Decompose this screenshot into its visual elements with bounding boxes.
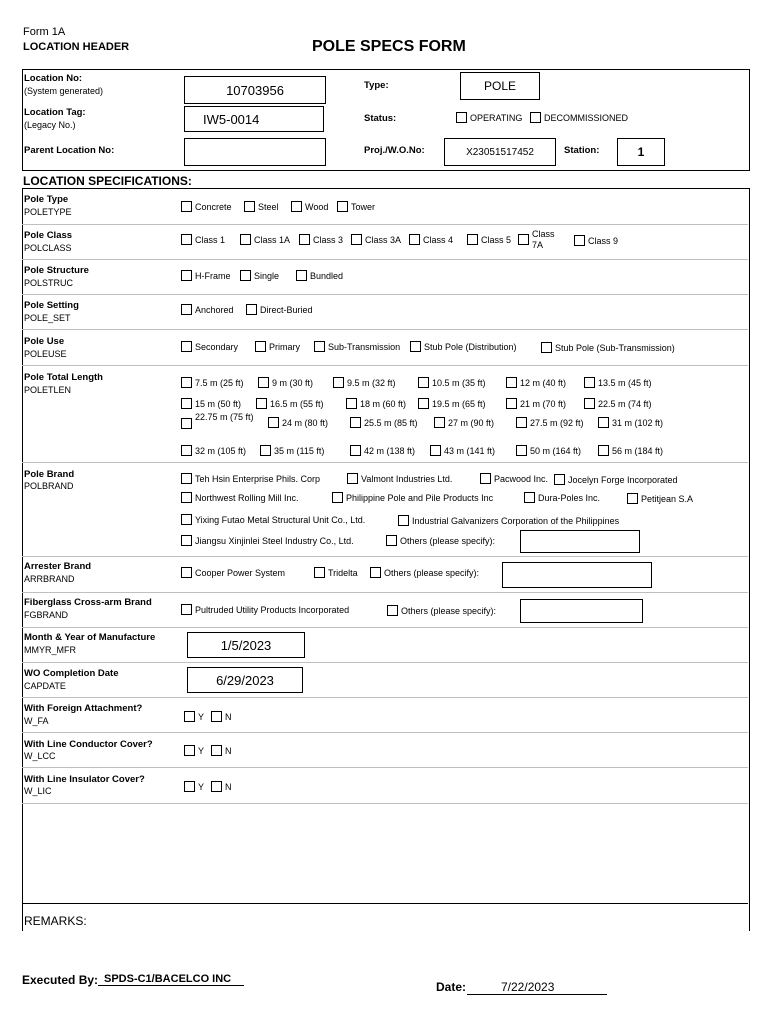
- checkbox-icon: [291, 201, 302, 212]
- pole-type-label: Pole Type: [24, 194, 69, 205]
- pole-class-1[interactable]: Class 1: [181, 234, 225, 245]
- checkbox-icon: [467, 234, 478, 245]
- checkbox-icon: [516, 417, 527, 428]
- pole-setting-label: Pole Setting: [24, 300, 79, 311]
- checkbox-icon: [598, 417, 609, 428]
- checkbox-icon: [181, 418, 192, 429]
- checkbox-icon: [260, 445, 271, 456]
- checkbox-icon: [244, 201, 255, 212]
- form-number: Form 1A: [23, 26, 66, 38]
- checkbox-icon: [584, 398, 595, 409]
- checkbox-icon: [410, 341, 421, 352]
- checkbox-icon: [434, 417, 445, 428]
- pole-use-primary[interactable]: Primary: [255, 341, 300, 352]
- line-insulator-cover-no[interactable]: N: [211, 781, 232, 792]
- foreign-attachment-yes[interactable]: Y: [184, 711, 204, 722]
- checkbox-icon: [418, 398, 429, 409]
- foreign-attachment-label: With Foreign Attachment?: [24, 703, 143, 714]
- pole-brand-jocelyn[interactable]: Jocelyn Forge Incorporated: [554, 474, 678, 485]
- arrester-others-field[interactable]: [502, 562, 652, 588]
- pole-length-option[interactable]: 9.5 m (32 ft): [333, 377, 396, 388]
- pole-brand-valmont[interactable]: Valmont Industries Ltd.: [347, 473, 452, 484]
- fiberglass-brand-label: Fiberglass Cross-arm Brand: [24, 597, 152, 608]
- pole-structure-code: POLSTRUC: [24, 278, 74, 288]
- checkbox-icon: [598, 445, 609, 456]
- arrester-cooper[interactable]: Cooper Power System: [181, 567, 285, 578]
- pole-brand-northwest[interactable]: Northwest Rolling Mill Inc.: [181, 492, 299, 503]
- pole-structure-label: Pole Structure: [24, 265, 89, 276]
- pole-brand-yixing[interactable]: Yixing Futao Metal Structural Unit Co., Ltd.: [181, 514, 365, 525]
- pole-class-9[interactable]: Class 9: [574, 235, 618, 246]
- type-label: Type:: [364, 80, 389, 91]
- pole-class-5[interactable]: Class 5: [467, 234, 511, 245]
- checkbox-icon: [347, 473, 358, 484]
- checkbox-icon: [530, 112, 541, 123]
- pole-setting-direct-buried[interactable]: Direct-Buried: [246, 304, 313, 315]
- pole-length-option[interactable]: 27.5 m (92 ft): [516, 417, 584, 428]
- checkbox-icon: [337, 201, 348, 212]
- pole-brand-code: POLBRAND: [24, 481, 74, 491]
- fiberglass-others[interactable]: Others (please specify):: [387, 605, 496, 616]
- manufacture-date-code: MMYR_MFR: [24, 645, 76, 655]
- checkbox-icon: [211, 711, 222, 722]
- wo-completion-label: WO Completion Date: [24, 668, 119, 679]
- manufacture-date-label: Month & Year of Manufacture: [24, 632, 156, 643]
- parent-location-field[interactable]: [184, 138, 326, 166]
- wo-completion-field[interactable]: 6/29/2023: [187, 667, 303, 693]
- checkbox-icon: [211, 781, 222, 792]
- checkbox-icon: [314, 567, 325, 578]
- pole-type-steel[interactable]: Steel: [244, 201, 279, 212]
- checkbox-icon: [255, 341, 266, 352]
- pole-length-code: POLETLEN: [24, 385, 72, 395]
- checkbox-icon: [314, 341, 325, 352]
- pole-class-code: POLCLASS: [24, 243, 72, 253]
- arrester-brand-code: ARRBRAND: [24, 574, 75, 584]
- line-conductor-cover-label: With Line Conductor Cover?: [24, 739, 153, 750]
- pole-length-option[interactable]: 50 m (164 ft): [516, 445, 581, 456]
- pole-use-stub-sub-transmission[interactable]: Stub Pole (Sub-Transmission): [541, 342, 675, 353]
- location-no-sublabel: (System generated): [24, 86, 104, 96]
- pole-length-option[interactable]: 7.5 m (25 ft): [181, 377, 244, 388]
- page-title: POLE SPECS FORM: [312, 38, 466, 55]
- pole-length-option[interactable]: 42 m (138 ft): [350, 445, 415, 456]
- location-tag-sublabel: (Legacy No.): [24, 120, 76, 130]
- proj-wo-field[interactable]: X23051517452: [444, 138, 556, 166]
- pole-length-option[interactable]: 9 m (30 ft): [258, 377, 313, 388]
- pole-brand-pacwood[interactable]: Pacwood Inc.: [480, 473, 548, 484]
- checkbox-icon: [256, 398, 267, 409]
- pole-class-1a[interactable]: Class 1A: [240, 234, 290, 245]
- checkbox-icon: [370, 567, 381, 578]
- arrester-others[interactable]: Others (please specify):: [370, 567, 479, 578]
- location-no-label: Location No:: [24, 73, 83, 84]
- pole-length-option[interactable]: 12 m (40 ft): [506, 377, 566, 388]
- fiberglass-pultruded[interactable]: Pultruded Utility Products Incorporated: [181, 604, 349, 615]
- location-tag-field[interactable]: IW5-0014: [184, 106, 324, 132]
- checkbox-icon: [506, 377, 517, 388]
- checkbox-icon: [181, 473, 192, 484]
- arrester-tridelta[interactable]: Tridelta: [314, 567, 358, 578]
- pole-class-4[interactable]: Class 4: [409, 234, 453, 245]
- checkbox-icon: [516, 445, 527, 456]
- checkbox-icon: [574, 235, 585, 246]
- pole-length-option[interactable]: 10.5 m (35 ft): [418, 377, 486, 388]
- pole-length-option[interactable]: 13.5 m (45 ft): [584, 377, 652, 388]
- pole-length-option[interactable]: 15 m (50 ft): [181, 398, 241, 409]
- specifications-frame: [22, 188, 750, 931]
- pole-length-option[interactable]: 32 m (105 ft): [181, 445, 246, 456]
- status-label: Status:: [364, 113, 397, 124]
- pole-use-secondary[interactable]: Secondary: [181, 341, 238, 352]
- pole-brand-label: Pole Brand: [24, 469, 75, 480]
- station-field[interactable]: 1: [617, 138, 665, 166]
- pole-brand-philippine-pole[interactable]: Philippine Pole and Pile Products Inc: [332, 492, 493, 503]
- status-decommissioned-option[interactable]: DECOMMISSIONED: [530, 112, 628, 123]
- checkbox-icon: [184, 781, 195, 792]
- type-field[interactable]: POLE: [460, 72, 540, 100]
- pole-structure-h-frame[interactable]: H-Frame: [181, 270, 231, 281]
- pole-length-option[interactable]: 25.5 m (85 ft): [350, 417, 418, 428]
- parent-location-label: Parent Location No:: [24, 145, 115, 156]
- executed-by-value[interactable]: SPDS-C1/BACELCO INC: [98, 973, 244, 986]
- line-conductor-cover-code: W_LCC: [24, 751, 56, 761]
- checkbox-icon: [211, 745, 222, 756]
- checkbox-icon: [351, 234, 362, 245]
- pole-brand-petitjean[interactable]: Petitjean S.A: [627, 493, 693, 504]
- pole-length-option[interactable]: 22.5 m (74 ft): [584, 398, 652, 409]
- pole-type-tower[interactable]: Tower: [337, 201, 375, 212]
- location-specifications-title: LOCATION SPECIFICATIONS:: [23, 174, 192, 188]
- checkbox-icon: [181, 514, 192, 525]
- pole-brand-dura-poles[interactable]: Dura-Poles Inc.: [524, 492, 600, 503]
- pole-length-option[interactable]: 21 m (70 ft): [506, 398, 566, 409]
- pole-length-option[interactable]: 35 m (115 ft): [260, 445, 324, 456]
- pole-type-wood[interactable]: Wood: [291, 201, 328, 212]
- pole-type-code: POLETYPE: [24, 207, 72, 217]
- checkbox-icon: [181, 535, 192, 546]
- pole-brand-teh-hsin[interactable]: Teh Hsin Enterprise Phils. Corp: [181, 473, 320, 484]
- pole-class-7a[interactable]: Class 7A: [518, 229, 566, 251]
- pole-brand-jiangsu[interactable]: Jiangsu Xinjinlei Steel Industry Co., Ltd.: [181, 535, 354, 546]
- checkbox-icon: [181, 492, 192, 503]
- checkbox-icon: [456, 112, 467, 123]
- checkbox-icon: [554, 474, 565, 485]
- line-insulator-cover-code: W_LIC: [24, 786, 52, 796]
- pole-brand-others-field[interactable]: [520, 530, 640, 553]
- pole-use-code: POLEUSE: [24, 349, 67, 359]
- checkbox-icon: [268, 417, 279, 428]
- line-conductor-cover-yes[interactable]: Y: [184, 745, 204, 756]
- checkbox-icon: [184, 711, 195, 722]
- checkbox-icon: [181, 567, 192, 578]
- checkbox-icon: [409, 234, 420, 245]
- checkbox-icon: [181, 377, 192, 388]
- checkbox-icon: [181, 201, 192, 212]
- pole-brand-industrial-galvanizers[interactable]: Industrial Galvanizers Corporation of the Philippines: [398, 515, 619, 526]
- checkbox-icon: [181, 270, 192, 281]
- line-insulator-cover-yes[interactable]: Y: [184, 781, 204, 792]
- checkbox-icon: [296, 270, 307, 281]
- foreign-attachment-no[interactable]: N: [211, 711, 232, 722]
- pole-length-option[interactable]: 18 m (60 ft): [346, 398, 406, 409]
- checkbox-icon: [181, 445, 192, 456]
- station-label: Station:: [564, 145, 600, 156]
- fiberglass-others-field[interactable]: [520, 599, 643, 623]
- line-conductor-cover-no[interactable]: N: [211, 745, 232, 756]
- checkbox-icon: [350, 417, 361, 428]
- pole-setting-anchored[interactable]: Anchored: [181, 304, 234, 315]
- pole-length-option[interactable]: 24 m (80 ft): [268, 417, 328, 428]
- checkbox-icon: [184, 745, 195, 756]
- pole-class-3a[interactable]: Class 3A: [351, 234, 401, 245]
- status-operating-option[interactable]: OPERATING: [456, 112, 522, 123]
- checkbox-icon: [246, 304, 257, 315]
- pole-use-stub-distribution[interactable]: Stub Pole (Distribution): [410, 341, 517, 352]
- checkbox-icon: [627, 493, 638, 504]
- manufacture-date-field[interactable]: 1/5/2023: [187, 632, 305, 658]
- pole-length-option[interactable]: 31 m (102 ft): [598, 417, 663, 428]
- pole-setting-code: POLE_SET: [24, 313, 71, 323]
- arrester-brand-label: Arrester Brand: [24, 561, 92, 572]
- pole-length-label: Pole Total Length: [24, 372, 103, 383]
- pole-structure-single[interactable]: Single: [240, 270, 279, 281]
- location-tag-label: Location Tag:: [24, 107, 86, 118]
- foreign-attachment-code: W_FA: [24, 716, 49, 726]
- checkbox-icon: [386, 535, 397, 546]
- checkbox-icon: [240, 270, 251, 281]
- pole-class-label: Pole Class: [24, 230, 73, 241]
- pole-length-option[interactable]: 56 m (184 ft): [598, 445, 663, 456]
- pole-use-sub-transmission[interactable]: Sub-Transmission: [314, 341, 400, 352]
- location-no-field[interactable]: 10703956: [184, 76, 326, 104]
- pole-length-option[interactable]: 19.5 m (65 ft): [418, 398, 486, 409]
- pole-brand-others[interactable]: Others (please specify):: [386, 535, 495, 546]
- checkbox-icon: [181, 304, 192, 315]
- checkbox-icon: [299, 234, 310, 245]
- checkbox-icon: [430, 445, 441, 456]
- checkbox-icon: [418, 377, 429, 388]
- checkbox-icon: [584, 377, 595, 388]
- pole-length-option[interactable]: 43 m (141 ft): [430, 445, 495, 456]
- pole-use-label: Pole Use: [24, 336, 65, 347]
- checkbox-icon: [333, 377, 344, 388]
- pole-length-option[interactable]: 27 m (90 ft): [434, 417, 494, 428]
- checkbox-icon: [181, 398, 192, 409]
- wo-completion-code: CAPDATE: [24, 681, 66, 691]
- location-header-title: LOCATION HEADER: [23, 41, 130, 53]
- checkbox-icon: [240, 234, 251, 245]
- checkbox-icon: [518, 234, 529, 245]
- checkbox-icon: [181, 234, 192, 245]
- checkbox-icon: [541, 342, 552, 353]
- checkbox-icon: [181, 341, 192, 352]
- proj-wo-label: Proj./W.O.No:: [364, 145, 425, 156]
- executed-by-label: Executed By:: [22, 973, 99, 987]
- checkbox-icon: [346, 398, 357, 409]
- pole-length-option[interactable]: 16.5 m (55 ft): [256, 398, 324, 409]
- checkbox-icon: [350, 445, 361, 456]
- date-label: Date:: [436, 980, 467, 994]
- checkbox-icon: [258, 377, 269, 388]
- pole-type-concrete[interactable]: Concrete: [181, 201, 232, 212]
- checkbox-icon: [506, 398, 517, 409]
- line-insulator-cover-label: With Line Insulator Cover?: [24, 774, 145, 785]
- remarks-label: REMARKS:: [24, 914, 87, 928]
- fiberglass-brand-code: FGBRAND: [24, 610, 69, 620]
- checkbox-icon: [524, 492, 535, 503]
- checkbox-icon: [387, 605, 398, 616]
- date-value[interactable]: 7/22/2023: [467, 980, 607, 995]
- pole-length-option[interactable]: 22.75 m (75 ft): [181, 412, 261, 429]
- pole-structure-bundled[interactable]: Bundled: [296, 270, 343, 281]
- checkbox-icon: [480, 473, 491, 484]
- checkbox-icon: [181, 604, 192, 615]
- checkbox-icon: [398, 515, 409, 526]
- pole-class-3[interactable]: Class 3: [299, 234, 343, 245]
- checkbox-icon: [332, 492, 343, 503]
